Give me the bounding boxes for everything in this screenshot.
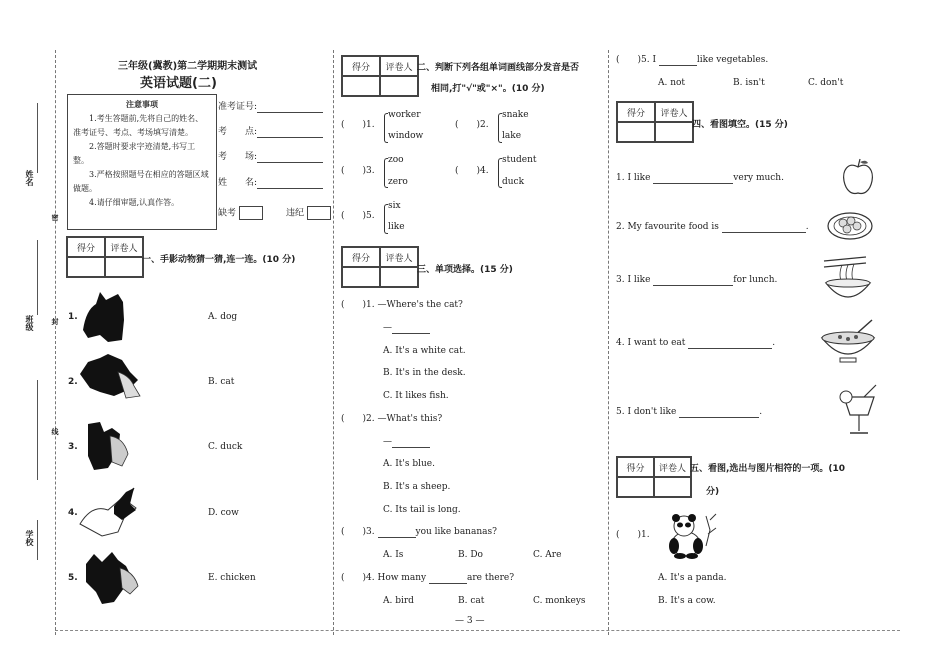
page-number: — 3 — (455, 616, 485, 626)
word: window (388, 131, 424, 141)
juice-glass-image (836, 383, 882, 439)
violation-field[interactable] (286, 206, 331, 220)
section5-title: 五、看图,选出与图片相符的一项。(10 (690, 464, 846, 474)
fill-item[interactable] (616, 407, 762, 418)
notice-item: 4.请仔细审题,认真作答。 (89, 198, 180, 207)
dash: — (383, 323, 392, 333)
notice-item: 2.答题时要求字迹清楚,书写工整。 (73, 142, 196, 165)
score-cell[interactable] (617, 122, 655, 142)
binding-school-label: 学校 (25, 530, 34, 546)
fill-post: . (805, 222, 809, 232)
score-box (341, 55, 419, 97)
mc-option[interactable]: C. It likes fish. (383, 391, 449, 401)
answer-line[interactable] (383, 323, 430, 334)
fill-pre: 2. My favourite food is (616, 222, 719, 232)
section4-title: 四、看图填空。(15 分) (692, 120, 788, 130)
score-label: 得分 (342, 247, 380, 267)
answer-blank[interactable] (378, 528, 416, 538)
score-label: 得分 (67, 237, 105, 257)
notice-box (67, 94, 217, 230)
section2-title: 二、判断下列各组单词画线部分发音是否 (417, 63, 580, 73)
fill-pre: 1. I like (616, 173, 651, 183)
mc-question[interactable]: ( )1. —Where's the cat? (341, 300, 463, 310)
answer-blank[interactable] (659, 56, 697, 66)
fill-item[interactable] (616, 173, 784, 184)
name-field[interactable] (218, 178, 323, 189)
mc-option[interactable]: A. not (658, 78, 686, 88)
option-cat[interactable]: B. cat (208, 377, 235, 387)
grader-label: 评卷人 (655, 102, 693, 122)
mc-option[interactable]: B. It's in the desk. (383, 368, 466, 378)
grader-cell[interactable] (380, 267, 418, 287)
grader-label: 评卷人 (380, 247, 418, 267)
option-duck[interactable]: C. duck (208, 442, 243, 452)
item-number: 3. (68, 442, 78, 452)
word: zoo (388, 155, 404, 165)
grader-label: 评卷人 (380, 56, 418, 76)
seal-mark: 线 (51, 428, 59, 435)
grader-cell[interactable] (654, 477, 691, 497)
judge-item-label[interactable]: ( )4. (455, 166, 489, 176)
binding-line (55, 50, 56, 635)
fill-pre: 4. I want to eat (616, 338, 686, 348)
room-blank[interactable] (257, 153, 323, 163)
mc-option[interactable]: C. Are (533, 550, 562, 560)
mc-option[interactable]: B. cat (458, 596, 485, 606)
exam-no-field[interactable] (218, 102, 323, 113)
fill-item[interactable] (616, 222, 809, 233)
fill-blank[interactable] (653, 276, 733, 286)
fill-blank[interactable] (679, 408, 759, 418)
judge-item-label[interactable]: ( )3. (341, 166, 375, 176)
name-label: 姓 名: (218, 178, 258, 188)
soup-bowl-image (818, 318, 878, 366)
mc-option[interactable]: C. Its tail is long. (383, 505, 461, 515)
column-divider (333, 50, 334, 635)
mc-option[interactable]: C. monkeys (533, 596, 586, 606)
mc-question[interactable]: ( )2. —What's this? (341, 414, 443, 424)
panda-image (662, 510, 718, 560)
mc-question[interactable] (616, 55, 768, 66)
violation-box[interactable] (307, 206, 331, 220)
shadow-chicken-image (78, 484, 140, 539)
section5-title-line2: 分) (706, 487, 720, 497)
site-label: 考 点: (218, 127, 258, 137)
grader-cell[interactable] (655, 122, 693, 142)
option-cow[interactable]: D. cow (208, 508, 239, 518)
binding-name-label: 姓名 (25, 170, 34, 186)
fill-post: . (772, 338, 776, 348)
mc-option[interactable]: A. It's blue. (383, 459, 435, 469)
mc-option[interactable]: B. isn't (733, 78, 765, 88)
word: snake (502, 110, 529, 120)
fill-post: for lunch. (733, 275, 778, 285)
fill-pre: 3. I like (616, 275, 651, 285)
fill-blank[interactable] (688, 339, 772, 349)
mc-option[interactable]: B. It's a sheep. (383, 482, 451, 492)
score-cell[interactable] (67, 257, 105, 277)
judge-item-label[interactable]: ( )2. (455, 120, 489, 130)
score-box (341, 246, 419, 288)
mc-question[interactable] (341, 573, 514, 584)
answer-line[interactable] (383, 437, 430, 448)
binding-rule (37, 380, 38, 480)
fill-post: . (759, 407, 763, 417)
mc-text: are there? (466, 573, 515, 583)
answer-blank[interactable] (392, 324, 430, 334)
room-field[interactable] (218, 152, 323, 163)
paper-title: 英语试题(二) (140, 76, 217, 91)
mc-label: ( )3. (341, 527, 375, 537)
score-cell[interactable] (617, 477, 654, 497)
exam-no-label: 准考证号: (218, 102, 258, 112)
option-dog[interactable]: A. dog (208, 312, 238, 322)
shadow-cat-image (78, 352, 146, 404)
fill-blank[interactable] (653, 174, 733, 184)
notice-title: 注意事项 (126, 100, 158, 109)
binding-rule (37, 520, 38, 560)
mc-label: ( )4. How many (341, 573, 427, 583)
mc-option[interactable]: A. Is (383, 550, 404, 560)
absent-field[interactable] (218, 206, 263, 220)
seal-mark: 密 (51, 214, 59, 221)
judge-item-label[interactable]: ( )1. (341, 120, 375, 130)
section1-title: 一、手影动物猜一猜,连一连。(10 分) (142, 255, 296, 265)
footer-rule (55, 630, 900, 631)
word: worker (388, 110, 421, 120)
word: lake (502, 131, 522, 141)
shadow-duck-image (82, 418, 134, 473)
noodles-bowl-image (820, 255, 876, 307)
item-number: 2. (68, 377, 78, 387)
fill-post: very much. (733, 173, 784, 183)
answer-blank[interactable] (429, 574, 467, 584)
score-cell[interactable] (342, 267, 380, 287)
grader-cell[interactable] (380, 76, 418, 96)
exam-no-blank[interactable] (257, 103, 323, 113)
word: student (502, 155, 537, 165)
absent-label: 缺考 (218, 208, 237, 219)
site-field[interactable] (218, 127, 323, 138)
score-label: 得分 (617, 102, 655, 122)
mc-text: you like bananas? (415, 527, 497, 537)
score-label: 得分 (617, 457, 654, 477)
mc-option[interactable]: A. It's a white cat. (383, 346, 466, 356)
item-number: 4. (68, 508, 78, 518)
judge-item-label[interactable]: ( )5. (341, 211, 375, 221)
dumplings-plate-image (826, 208, 874, 242)
mc-text: like vegetables. (696, 55, 769, 65)
notice-item: 3.严格按照题号在相应的答题区域做题。 (73, 170, 209, 193)
fill-item[interactable] (616, 275, 777, 286)
score-label: 得分 (342, 56, 380, 76)
exam-title: 三年级(冀教)第二学期期末测试 (118, 61, 258, 72)
grader-label: 评卷人 (654, 457, 691, 477)
mc-option[interactable]: B. It's a cow. (658, 596, 716, 606)
absent-box[interactable] (239, 206, 263, 220)
option-chicken[interactable]: E. chicken (208, 573, 256, 583)
mc-question[interactable] (341, 527, 497, 538)
column-divider (608, 50, 609, 635)
fill-pre: 5. I don't like (616, 407, 677, 417)
name-blank[interactable] (257, 179, 323, 189)
word: duck (502, 177, 525, 187)
section3-title: 三、单项选择。(15 分) (417, 265, 513, 275)
notice-item: 1.考生答题前,先将自己的姓名、准考证号、考点、考场填写清楚。 (73, 114, 204, 137)
mc-question[interactable]: ( )1. (616, 530, 650, 540)
binding-class-label: 班级 (25, 315, 34, 331)
room-label: 考 场: (218, 152, 258, 162)
mc-label: ( )5. I (616, 55, 657, 65)
score-box (616, 456, 692, 498)
section2-title-line2: 相同,打"√"或"×"。(10 分) (431, 84, 545, 94)
word: zero (388, 177, 408, 187)
site-blank[interactable] (257, 128, 323, 138)
answer-blank[interactable] (392, 438, 430, 448)
mc-option[interactable]: C. don't (808, 78, 844, 88)
binding-rule (37, 240, 38, 315)
grader-label: 评卷人 (105, 237, 143, 257)
item-number: 1. (68, 312, 78, 322)
word: like (388, 222, 405, 232)
shadow-dog-image (78, 290, 133, 345)
fill-item[interactable] (616, 338, 775, 349)
apple-image (840, 157, 876, 197)
word: six (388, 201, 401, 211)
item-number: 5. (68, 573, 78, 583)
shadow-cow-image (80, 548, 142, 606)
grader-cell[interactable] (105, 257, 143, 277)
seal-mark: 封 (51, 318, 59, 325)
mc-option[interactable]: A. It's a panda. (658, 573, 727, 583)
score-cell[interactable] (342, 76, 380, 96)
violation-label: 违纪 (286, 208, 305, 219)
dash: — (383, 437, 392, 447)
score-box (616, 101, 694, 143)
mc-option[interactable]: A. bird (383, 596, 414, 606)
binding-rule (37, 103, 38, 173)
mc-option[interactable]: B. Do (458, 550, 483, 560)
score-box (66, 236, 144, 278)
fill-blank[interactable] (722, 223, 806, 233)
